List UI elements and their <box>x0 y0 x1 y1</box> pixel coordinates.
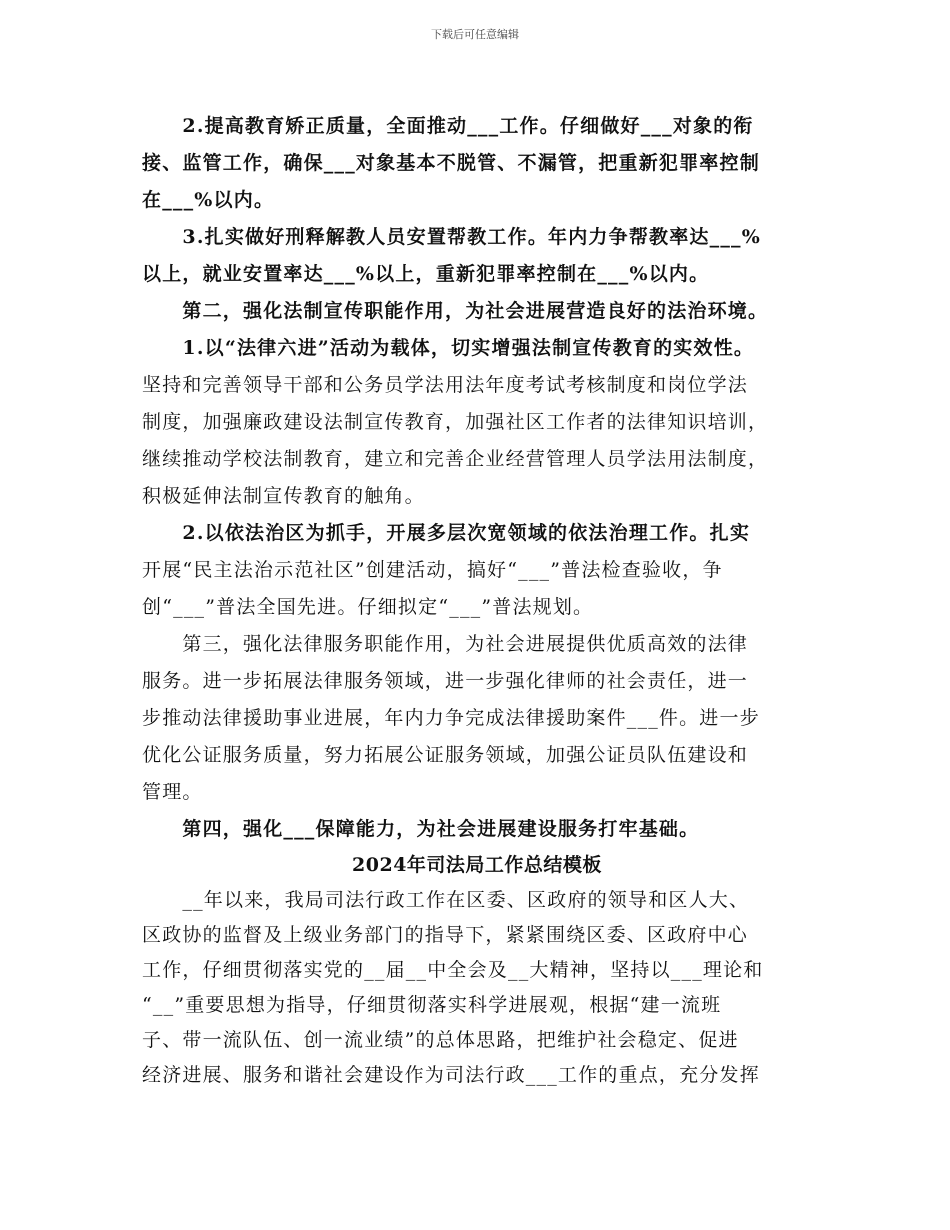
text-line: 2.提高教育矫正质量，全面推动___工作。仔细做好___对象的衔 <box>142 115 754 137</box>
text-line: 管理。 <box>142 781 203 803</box>
text-line: __年以来，我局司法行政工作在区委、区政府的领导和区人大、 <box>142 889 750 911</box>
text-line: 第二，强化法制宣传职能作用，为社会进展营造良好的法治环境。 <box>142 300 769 322</box>
text-line: 制度，加强廉政建设法制宣传教育，加强社区工作者的法律知识培训， <box>142 411 769 433</box>
text-line: 3.扎实做好刑释解教人员安置帮教工作。年内力争帮教率达___% <box>142 226 761 248</box>
text-line: 区政协的监督及上级业务部门的指导下，紧紧围绕区委、区政府中心 <box>142 924 749 946</box>
document-body <box>142 108 812 1093</box>
text-line: 步推动法律援助事业进展，年内力争完成法律援助案件___件。进一步 <box>142 707 760 729</box>
text-line: 积极延伸法制宣传教育的触角。 <box>142 485 425 507</box>
document-title: 2024年司法局工作总结模板 <box>352 854 602 876</box>
text-line: “__”重要思想为指导，仔细贯彻落实科学进展观，根据“建一流班 <box>142 994 722 1016</box>
text-line: 服务。进一步拓展法律服务领域，进一步强化律师的社会责任，进一 <box>142 670 749 692</box>
text-line: 子、带一流队伍、创一流业绩”的总体思路，把维护社会稳定、促进 <box>142 1029 739 1051</box>
text-line: 在___%以内。 <box>142 189 275 211</box>
text-line: 开展“民主法治示范社区”创建活动，搞好“___”普法检查验收，争 <box>142 559 723 581</box>
text-line: 创“___”普法全国先进。仔细拟定“___”普法规划。 <box>142 596 594 618</box>
text-line: 1.以“法律六进”活动为载体，切实增强法制宣传教育的实效性。 <box>142 337 755 359</box>
text-line: 接、监管工作，确保___对象基本不脱管、不漏管，把重新犯罪率控制 <box>142 152 760 174</box>
text-line: 坚持和完善领导干部和公务员学法用法年度考试考核制度和岗位学法 <box>142 374 749 396</box>
text-line: 第四，强化___保障能力，为社会进展建设服务打牢基础。 <box>142 818 700 840</box>
text-line: 工作，仔细贯彻落实党的__届__中全会及__大精神，坚持以___理论和 <box>142 959 764 981</box>
page-header: 下载后可任意编辑 <box>431 28 519 41</box>
text-line: 经济进展、服务和谐社会建设作为司法行政___工作的重点，充分发挥 <box>142 1064 760 1086</box>
text-line: 继续推动学校法制教育，建立和完善企业经营管理人员学法用法制度， <box>142 448 769 470</box>
text-line: 2.以依法治区为抓手，开展多层次宽领域的依法治理工作。扎实 <box>142 522 751 544</box>
text-line: 优化公证服务质量，努力拓展公证服务领域，加强公证员队伍建设和 <box>142 744 749 766</box>
text-line: 以上，就业安置率达___%以上，重新犯罪率控制在___%以内。 <box>142 263 710 285</box>
text-line: 第三，强化法律服务职能作用，为社会进展提供优质高效的法律 <box>142 633 749 655</box>
